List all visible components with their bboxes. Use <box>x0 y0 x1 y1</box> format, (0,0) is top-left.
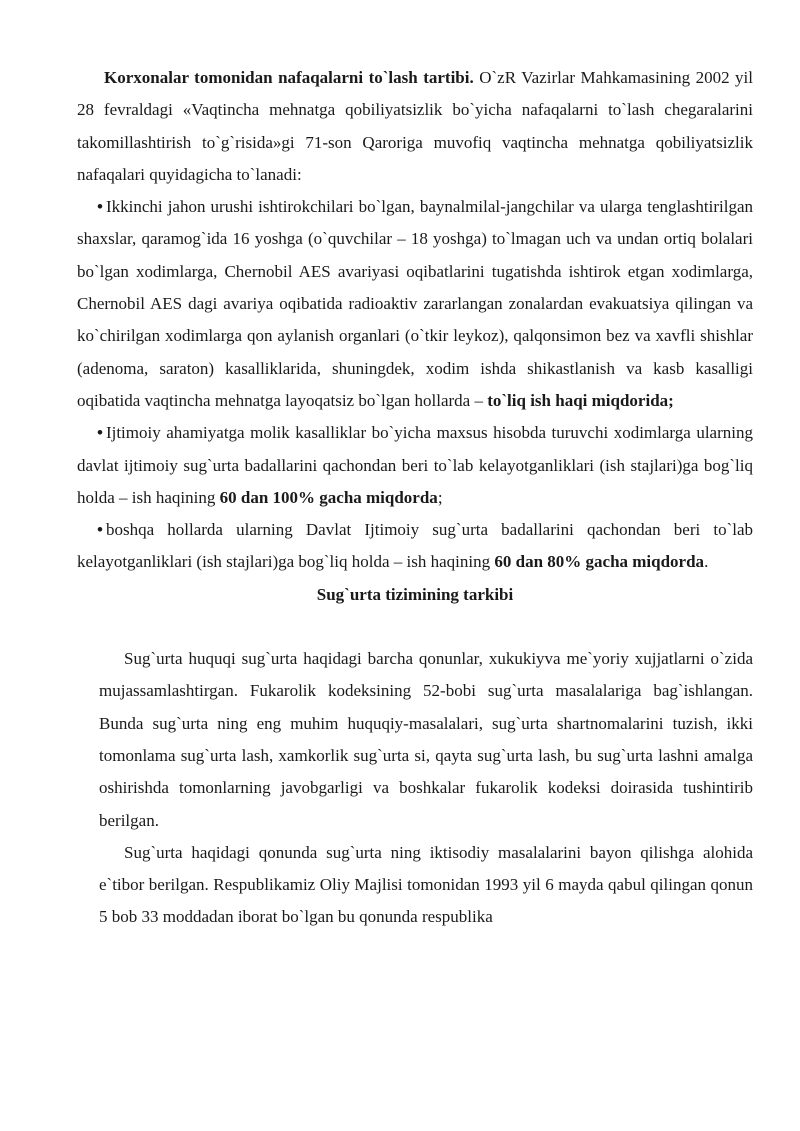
intro-text: O`zR Vazirlar Mahkamasining 2002 yil 28 fevraldagi «Vaqtincha mehnatga qobiliyatsizlik bo`yicha nafaqalarni to`lash chegaralarini takomillashtirish to`g`risida»gi 71-son Qaroriga muvofiq vaqtincha mehnatga qobiliyatsizlik nafaqalari quyidagicha to`lanadi: <box>77 68 754 184</box>
list-item-emphasis: 60 dan 100% gacha miqdorda <box>219 487 438 507</box>
list-item-tail: . <box>704 552 709 572</box>
bullet-icon: • <box>97 423 103 443</box>
list-item <box>77 191 753 417</box>
list-item-emphasis: 60 dan 80% gacha miqdorda <box>494 552 705 572</box>
section-heading: Sug`urta tizimining tarkibi <box>316 584 514 604</box>
document-page <box>77 62 753 934</box>
body-paragraph: Sug`urta huquqi sug`urta haqidagi barcha qonunlar, xukukiyva me`yoriy xujjatlarni o`zida mujassamlashtirgan. Fukarolik kodeksining 52-bobi sug`urta masalalariga bag`ishlangan. Bunda sug`urta ning eng muhim huquqiy-masalalari, sug`urta shartnomalarini tuzish, ikki tomonlama sug`urta lash, xamkorlik sug`urta si, qayta sug`urta lash, bu sug`urta lashni amalga oshirishda tomonlarning javobgarligi va boshkalar fukarolik kodeksi doirasida tushintirib berilgan. <box>99 649 753 830</box>
body-paragraph: Sug`urta haqidagi qonunda sug`urta ning iktisodiy masalalarini bayon qilishga alohida e`tibor berilgan. Respublikamiz Oliy Majlisi tomonidan 1993 yil 6 mayda qabul qilingan qonun 5 bob 33 moddadan iborat bo`lgan bu qonunda respublika <box>99 842 753 927</box>
list-item-text: boshqa hollarda ularning Davlat Ijtimoiy sug`urta badallarini qachondan beri to`lab kelayotganliklari (ish stajlari)ga bog`liq holda – ish haqining <box>77 520 753 572</box>
list-item <box>77 417 753 514</box>
bullet-icon: • <box>97 197 103 217</box>
section-body <box>77 643 753 934</box>
section-title: Korxonalar tomonidan nafaqalarni to`lash tartibi. <box>104 68 474 87</box>
bullet-icon: • <box>97 520 103 540</box>
list-item-emphasis: to`liq ish haqi miqdorida; <box>487 390 674 410</box>
list-item-text: Ijtimoiy ahamiyatga molik kasalliklar bo`yicha maxsus hisobda turuvchi xodimlarga ularning davlat ijtimoiy sug`urta badallarini qachondan beri to`lab kelayotganliklari (ish stajlari)ga bog`liq holda – ish haqining <box>77 423 753 507</box>
list-item-text: Ikkinchi jahon urushi ishtirokchilari bo`lgan, baynalmilal-jangchilar va ularga tenglashtirilgan shaxslar, qaramog`ida 16 yoshga (o`quvchilar – 18 yoshga) to`lmagan uch va undan ortiq bolalari bo`lgan xodimlarga, Chernobil AES avariyasi oqibatlarini tugatishda ishtirok etgan xodimlarga, Chernobil AES dagi avariya oqibatida radioaktiv zararlangan zonalardan evakuatsiya qilingan va ko`chirilgan xodimlarga qon aylanish organlari (o`tkir leykoz), qalqonsimon bez va xavfli shishlar (adenoma, saraton) kasalliklarida, shuningdek, xodim ishda shikastlanish va kasb kasalligi oqibatida vaqtincha mehnatga layoqatsiz bo`lgan hollarda – <box>77 197 753 410</box>
list-item <box>77 514 753 579</box>
list-item-tail: ; <box>437 487 443 507</box>
intro-paragraph <box>77 62 753 191</box>
